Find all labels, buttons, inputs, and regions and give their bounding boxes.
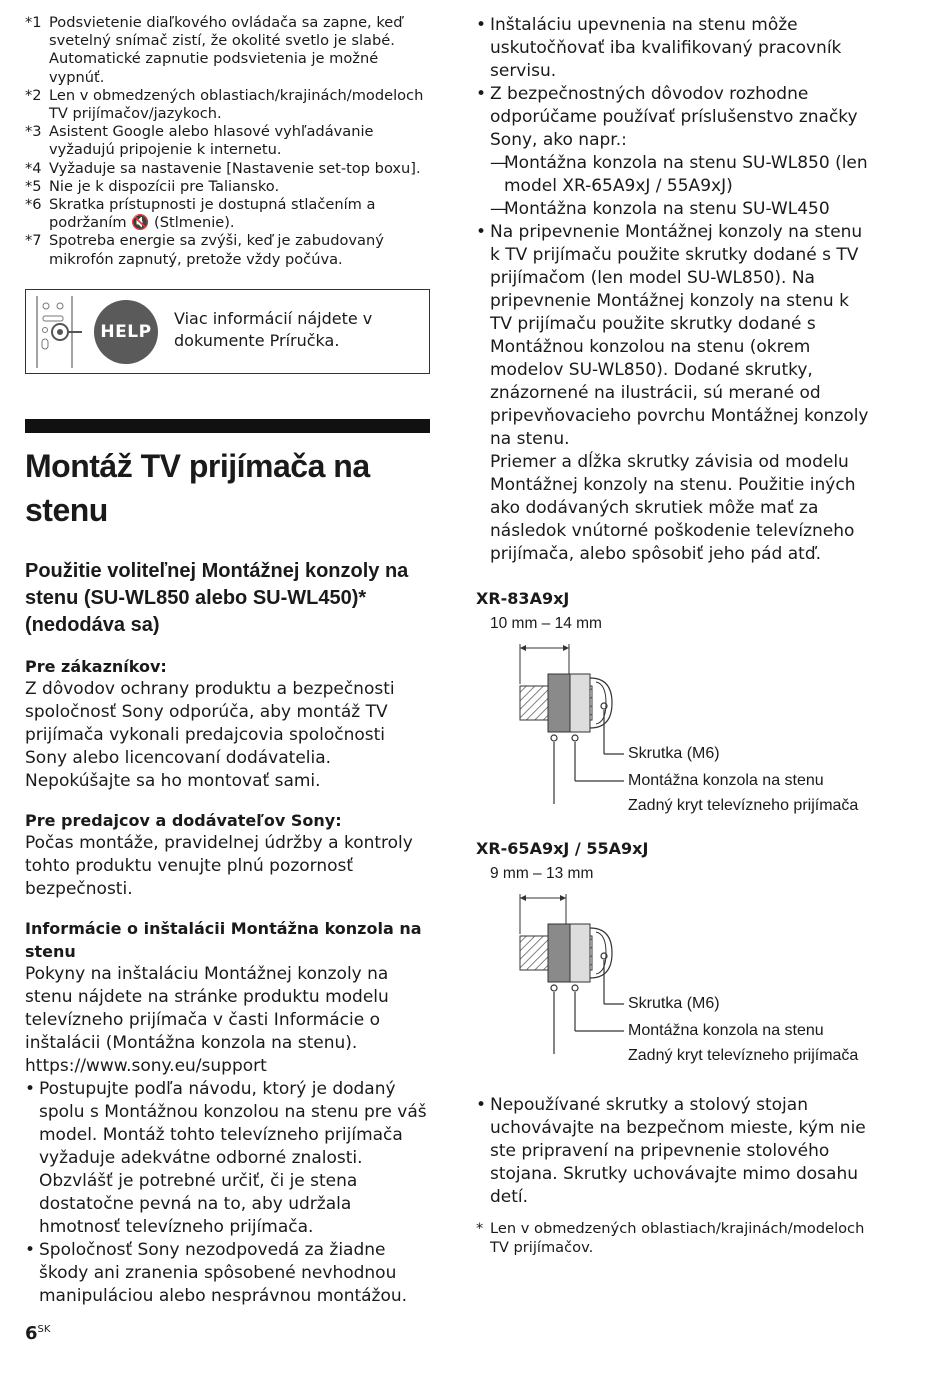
callout-rear-cover: Zadný kryt televízneho prijímača <box>628 797 859 814</box>
footnote: *6 Skratka prístupnosti je dostupná stlačením a podržaním 🔇 (Stlmenie). <box>25 196 376 232</box>
screw-diagram <box>476 634 876 814</box>
footnote: *5 Nie je k dispozícii pre Taliansko. <box>25 177 280 195</box>
diagram-model-label: XR-83A9xJ <box>476 589 570 608</box>
footnote: *1 Podsvietenie diaľkového ovládača sa zapne, keď svetelný snímač zistí, že okolité svetlo je slabé. Automatické zapnutie podsvietenia je možné vypnúť. <box>25 14 403 86</box>
help-text: Viac informácií nájdete v dokumente Príručka. <box>174 308 373 350</box>
remote-control-icon <box>32 296 92 368</box>
section-title: Montáž TV prijímača na stenu <box>25 447 370 528</box>
right-column <box>476 14 876 1257</box>
callout-screw: Skrutka (M6) <box>628 995 720 1012</box>
list-item: • Na pripevnenie Montážnej konzoly na stenu k TV prijímaču použite skrutky dodané s TV prijímačom (len model SU-WL850). Na pripevnenie Montážnej konzoly na stenu k TV prijímaču použite skrutky dodané s Montážnou konzolou na stenu (okrem modelov SU-WL850). Dodané skrutky, znázornené na ilustrácii, sú merané od pripevňovacieho povrchu Montážnej konzoly na stenu. <box>476 222 869 449</box>
callout-screw: Skrutka (M6) <box>628 745 720 762</box>
callout-bracket: Montážna konzola na stenu <box>628 1022 824 1039</box>
list-subitem: — Montážna konzola na stenu SU-WL850 (len model XR-65A9xJ / 55A9xJ) <box>490 153 868 196</box>
help-box <box>25 289 430 374</box>
list-item: • Postupujte podľa návodu, ktorý je dodaný spolu s Montážnou konzolou na stenu pre váš model. Montáž tohto televízneho prijímača vyžaduje adekvátne odborné znalosti. Obzvlášť je potrebné určiť, či je stena dostatočne pevná na to, aby udržala hmotnosť televízneho prijímača. <box>25 1078 427 1237</box>
list-item: • Inštaláciu upevnenia na stenu môže uskutočňovať iba kvalifikovaný pracovník servisu. <box>476 15 842 81</box>
footnote: *7 Spotreba energie sa zvýši, keď je zabudovaný mikrofón zapnutý, pretože vždy počúva. <box>25 232 384 268</box>
list-item: • Nepoužívané skrutky a stolový stojan uchovávajte na bezpečnom mieste, kým nie ste pripravení na pripevnenie stolového stojana. Skrutky uchovávajte mimo dosahu detí. <box>476 1095 866 1207</box>
install-heading: Informácie o inštalácii Montážna konzola na stenu <box>25 918 422 961</box>
callout-rear-cover: Zadný kryt televízneho prijímača <box>628 1047 859 1064</box>
list-item-continuation: Priemer a dĺžka skrutky závisia od modelu Montážnej konzoly na stenu. Použitie iných ako dodávaných skrutiek môže mať za následok vnútorné poškodenie televízneho prijímača, alebo spôsobiť jeho pád atď. <box>490 452 856 564</box>
install-text: Pokyny na inštaláciu Montážnej konzoly na stenu nájdete na stránke produktu modelu televízneho prijímača v časti Informácie o inštalácii (Montážna konzola na stenu). <box>25 963 389 1053</box>
section-divider-bar <box>25 419 430 433</box>
customers-heading: Pre zákazníkov: <box>25 656 167 676</box>
diagram-dimension-label: 9 mm – 13 mm <box>490 865 594 882</box>
diagram-model-label: XR-65A9xJ / 55A9xJ <box>476 839 649 858</box>
page-number: $6^{SK}$ <box>25 1323 51 1344</box>
list-subitem: — Montážna konzola na stenu SU-WL450 <box>490 199 830 219</box>
footnote: *2 Len v obmedzených oblastiach/krajinách/modeloch TV prijímačov/jazykoch. <box>25 86 424 123</box>
left-column <box>25 14 430 1308</box>
screw-diagram <box>476 884 876 1064</box>
support-link[interactable]: https://www.sony.eu/support <box>25 1055 267 1076</box>
footnote: *3 Asistent Google alebo hlasové vyhľadávanie vyžadujú pripojenie k internetu. <box>25 123 374 159</box>
section-subtitle: Použitie voliteľnej Montážnej konzoly na stenu (SU-WL850 alebo SU-WL450)* (nedodáva sa) <box>25 559 409 636</box>
callout-bracket: Montážna konzola na stenu <box>628 772 824 789</box>
footnote-list <box>25 14 430 269</box>
dealers-text: Počas montáže, pravidelnej údržby a kontroly tohto produktu venujte plnú pozornosť bezpečnosti. <box>25 832 413 899</box>
diagram-dimension-label: 10 mm – 14 mm <box>490 615 602 632</box>
customers-text: Z dôvodov ochrany produktu a bezpečnosti spoločnosť Sony odporúča, aby montáž TV prijímača vykonali predajcovia spoločnosti Sony alebo licencovaní dodávatelia. Nepokúšajte sa ho montovať sami. <box>25 678 395 791</box>
dealers-heading: Pre predajcov a dodávateľov Sony: <box>25 810 342 830</box>
footnote: * Len v obmedzených oblastiach/krajinách/modeloch TV prijímačov. <box>476 1220 865 1256</box>
help-badge: HELP <box>94 300 158 364</box>
footnote: *4 Vyžaduje sa nastavenie [Nastavenie set-top boxu]. <box>25 159 421 177</box>
list-item: • Spoločnosť Sony nezodpovedá za žiadne škody ani zranenia spôsobené nevhodnou manipuláciou alebo nesprávnou montážou. <box>25 1239 408 1306</box>
list-item: • Z bezpečnostných dôvodov rozhodne odporúčame používať príslušenstvo značky Sony, ako napr.: <box>476 84 858 150</box>
